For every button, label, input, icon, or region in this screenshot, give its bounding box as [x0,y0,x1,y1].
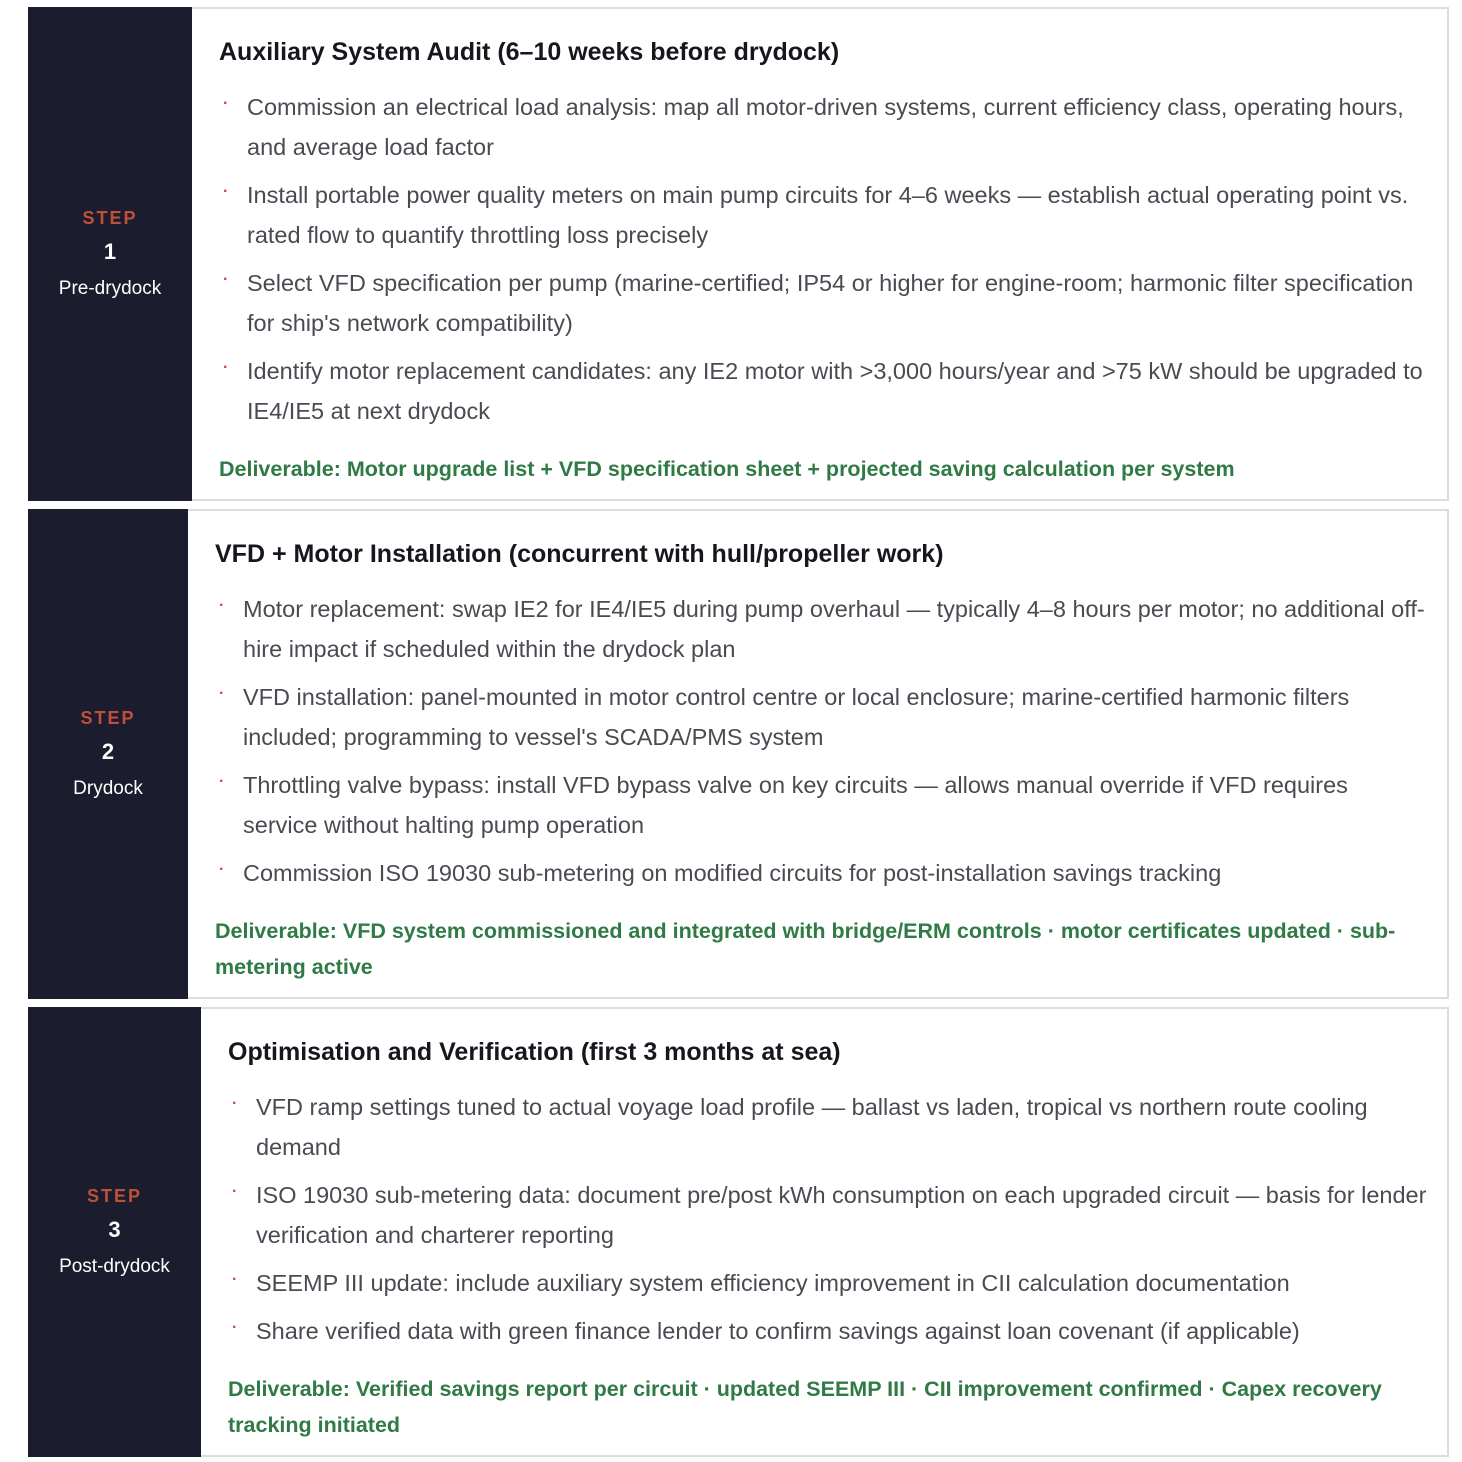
step-sidebar-3 [28,1007,201,1457]
list-item-text: Install portable power quality meters on main pump circuits for 4–6 weeks — establish actual operating point vs. rated flow to quantify throttling loss precisely [247,182,1409,248]
list-item-text: Throttling valve bypass: install VFD bypass valve on key circuits — allows manual override if VFD requires service without halting pump operation [243,772,1348,838]
step-kicker: STEP [80,708,136,728]
list-item [219,263,1427,343]
step-card-3 [28,1007,1449,1457]
step-body-2 [188,511,1447,997]
list-item [219,351,1427,431]
step-sidebar-1 [28,7,192,501]
bullet-dot-icon: · [223,95,229,112]
step-kicker: STEP [86,1186,142,1206]
step-body-3 [201,1009,1447,1455]
step-title: Auxiliary System Audit (6–10 weeks before drydock) [219,38,840,66]
step-deliverable: Deliverable: Motor upgrade list + VFD specification sheet + projected saving calculation per system [219,457,1235,481]
list-item-text: Identify motor replacement candidates: any IE2 motor with >3,000 hours/year and >75 kW should be upgraded to IE4/IE5 at next drydock [247,358,1423,424]
list-item [219,87,1427,167]
list-item-text: ISO 19030 sub-metering data: document pre/post kWh consumption on each upgraded circuit — basis for lender verification and charterer reporting [256,1182,1427,1248]
list-item-text: Commission ISO 19030 sub-metering on modified circuits for post-installation savings tracking [243,860,1222,886]
list-item-text: Motor replacement: swap IE2 for IE4/IE5 during pump overhaul — typically 4–8 hours per motor; no additional off-hire impact if scheduled within the drydock plan [243,596,1425,662]
bullet-dot-icon: · [219,597,225,614]
list-item-text: VFD installation: panel-mounted in motor control centre or local enclosure; marine-certified harmonic filters included; programming to vessel's SCADA/PMS system [243,684,1350,750]
bullet-dot-icon: · [232,1095,238,1112]
bullet-dot-icon: · [232,1183,238,1200]
bullet-dot-icon: · [232,1319,238,1336]
step-bullet-list [219,87,1427,431]
step-kicker: STEP [82,208,138,228]
step-number: 2 [101,739,115,764]
bullet-dot-icon: · [219,685,225,702]
step-body-1 [192,9,1447,499]
list-item [215,677,1427,757]
list-item-text: Commission an electrical load analysis: map all motor-driven systems, current efficiency class, operating hours, and average load factor [247,94,1404,160]
bullet-dot-icon: · [219,773,225,790]
step-phase: Drydock [73,778,143,799]
list-item-text: Share verified data with green finance lender to confirm savings against loan covenant (if applicable) [256,1318,1300,1344]
step-number: 1 [103,239,117,264]
list-item-text: SEEMP III update: include auxiliary system efficiency improvement in CII calculation documentation [256,1270,1290,1296]
step-bullet-list [215,589,1427,893]
step-title: VFD + Motor Installation (concurrent with hull/propeller work) [215,540,944,568]
step-deliverable: Deliverable: Verified savings report per circuit · updated SEEMP III · CII improvement confirmed · Capex recovery tracking initiated [228,1377,1382,1437]
list-item [215,765,1427,845]
bullet-dot-icon: · [223,183,229,200]
list-item-text: VFD ramp settings tuned to actual voyage load profile — ballast vs laden, tropical vs northern route cooling demand [256,1094,1368,1160]
step-card-1 [28,7,1449,501]
step-card-2 [28,509,1449,999]
step-title: Optimisation and Verification (first 3 months at sea) [228,1038,841,1066]
list-item [228,1175,1427,1255]
step-sidebar-2 [28,509,188,999]
step-phase: Post-drydock [59,1256,170,1277]
bullet-dot-icon: · [223,359,229,376]
bullet-dot-icon: · [232,1271,238,1288]
list-item [215,589,1427,669]
step-bullet-list [228,1087,1427,1351]
step-deliverable: Deliverable: VFD system commissioned and integrated with bridge/ERM controls · motor certificates updated · sub-metering active [215,919,1396,979]
list-item-text: Select VFD specification per pump (marine-certified; IP54 or higher for engine-room; harmonic filter specification for ship's network compatibility) [247,270,1414,336]
bullet-dot-icon: · [219,861,225,878]
step-phase: Pre-drydock [58,278,162,299]
bullet-dot-icon: · [223,271,229,288]
step-number: 3 [108,1217,121,1242]
list-item [228,1087,1427,1167]
list-item [228,1311,1427,1351]
list-item [215,853,1427,893]
list-item [219,175,1427,255]
list-item [228,1263,1427,1303]
